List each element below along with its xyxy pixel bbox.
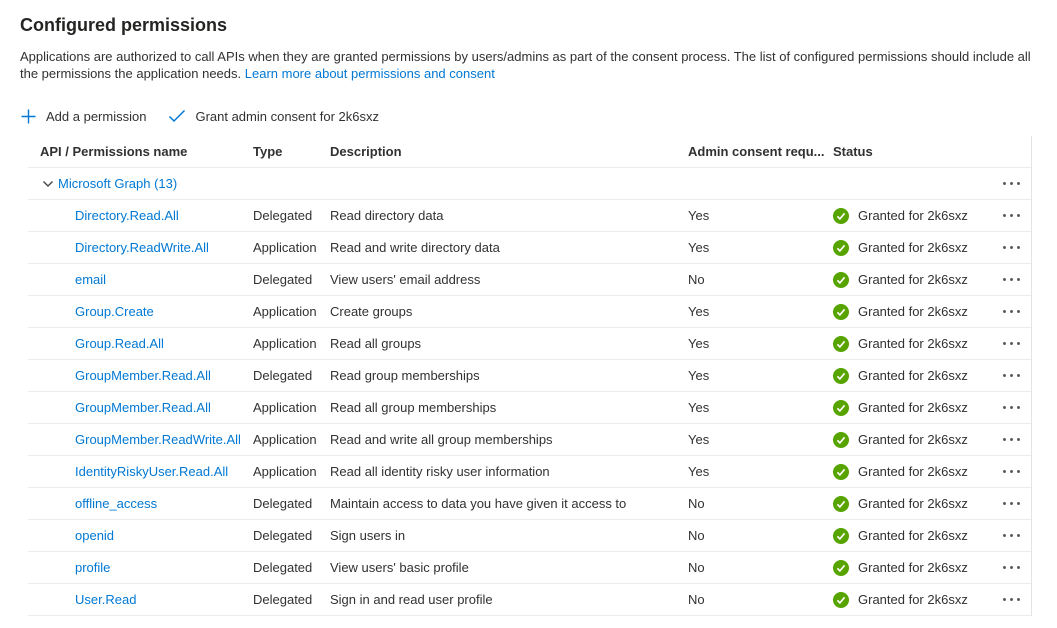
permission-description: Read and write all group memberships xyxy=(330,432,553,447)
permission-type: Application xyxy=(253,432,317,447)
permission-type: Application xyxy=(253,240,317,255)
admin-consent-required: Yes xyxy=(688,208,710,223)
permission-name-link[interactable]: GroupMember.ReadWrite.All xyxy=(75,432,241,447)
row-context-menu-button[interactable] xyxy=(999,272,1024,287)
ellipsis-icon xyxy=(1003,182,1020,185)
column-header-status: Status xyxy=(833,144,873,159)
permission-type: Application xyxy=(253,304,317,319)
granted-check-icon xyxy=(833,592,849,608)
status-badge xyxy=(828,592,991,608)
api-group-row xyxy=(28,168,1031,200)
ellipsis-icon xyxy=(1003,310,1020,313)
status-label: Granted for 2k6sxz xyxy=(858,304,968,319)
admin-consent-required: Yes xyxy=(688,240,710,255)
permission-description: Read and write directory data xyxy=(330,240,500,255)
status-badge xyxy=(828,464,991,480)
admin-consent-required: No xyxy=(688,528,705,543)
permission-type: Delegated xyxy=(253,528,313,543)
table-row xyxy=(28,296,1031,328)
permissions-table xyxy=(28,136,1032,616)
permission-type: Delegated xyxy=(253,368,313,383)
permission-description: Read all groups xyxy=(330,336,422,351)
status-badge xyxy=(828,208,991,224)
granted-check-icon xyxy=(833,336,849,352)
admin-consent-required: No xyxy=(688,496,705,511)
permission-name-link[interactable]: profile xyxy=(75,560,111,575)
grant-admin-consent-label: Grant admin consent for 2k6sxz xyxy=(195,108,379,124)
row-context-menu-button[interactable] xyxy=(999,528,1024,543)
row-context-menu-button[interactable] xyxy=(999,208,1024,223)
ellipsis-icon xyxy=(1003,406,1020,409)
permission-type: Application xyxy=(253,400,317,415)
status-label: Granted for 2k6sxz xyxy=(858,400,968,415)
admin-consent-required: Yes xyxy=(688,368,710,383)
status-badge xyxy=(828,272,991,288)
permission-name-link[interactable]: IdentityRiskyUser.Read.All xyxy=(75,464,229,479)
row-context-menu-button[interactable] xyxy=(999,432,1024,447)
description-text: Applications are authorized to call APIs when they are granted permissions by users/admins as part of the consent process. The list of configured permissions should include all the permissions the application needs. xyxy=(20,49,1031,81)
ellipsis-icon xyxy=(1003,374,1020,377)
permission-name-link[interactable]: GroupMember.Read.All xyxy=(75,368,211,383)
status-label: Granted for 2k6sxz xyxy=(858,336,968,351)
chevron-down-icon[interactable] xyxy=(41,177,55,191)
granted-check-icon xyxy=(833,432,849,448)
status-badge xyxy=(828,240,991,256)
row-context-menu-button[interactable] xyxy=(999,336,1024,351)
permission-name-link[interactable]: User.Read xyxy=(75,592,137,607)
plus-icon xyxy=(20,108,37,125)
status-label: Granted for 2k6sxz xyxy=(858,496,968,511)
page-title: Configured permissions xyxy=(20,15,228,35)
table-row xyxy=(28,232,1031,264)
ellipsis-icon xyxy=(1003,502,1020,505)
permission-type: Delegated xyxy=(253,496,313,511)
permission-name-link[interactable]: Group.Read.All xyxy=(75,336,164,351)
granted-check-icon xyxy=(833,304,849,320)
status-badge xyxy=(828,496,991,512)
status-badge xyxy=(828,528,991,544)
table-body xyxy=(28,200,1031,616)
ellipsis-icon xyxy=(1003,470,1020,473)
admin-consent-required: Yes xyxy=(688,464,710,479)
row-context-menu-button[interactable] xyxy=(999,304,1024,319)
status-badge xyxy=(828,432,991,448)
table-row xyxy=(28,456,1031,488)
permissions-toolbar xyxy=(20,100,1057,132)
status-label: Granted for 2k6sxz xyxy=(858,368,968,383)
row-context-menu-button[interactable] xyxy=(999,560,1024,575)
granted-check-icon xyxy=(833,528,849,544)
ellipsis-icon xyxy=(1003,214,1020,217)
permission-name-link[interactable]: openid xyxy=(75,528,115,543)
row-context-menu-button[interactable] xyxy=(999,464,1024,479)
row-context-menu-button[interactable] xyxy=(999,592,1024,607)
admin-consent-required: No xyxy=(688,272,705,287)
permission-name-link[interactable]: Directory.Read.All xyxy=(75,208,179,223)
permission-type: Delegated xyxy=(253,272,313,287)
permission-name-link[interactable]: email xyxy=(75,272,107,287)
permission-description: Read group memberships xyxy=(330,368,480,383)
ellipsis-icon xyxy=(1003,438,1020,441)
granted-check-icon xyxy=(833,208,849,224)
admin-consent-required: Yes xyxy=(688,336,710,351)
status-label: Granted for 2k6sxz xyxy=(858,464,968,479)
granted-check-icon xyxy=(833,400,849,416)
admin-consent-required: Yes xyxy=(688,304,710,319)
status-label: Granted for 2k6sxz xyxy=(858,208,968,223)
permission-description: Read all group memberships xyxy=(330,400,497,415)
permission-name-link[interactable]: GroupMember.Read.All xyxy=(75,400,211,415)
table-row xyxy=(28,552,1031,584)
column-header-api-permissions-name: API / Permissions name xyxy=(40,144,188,159)
permission-description: Create groups xyxy=(330,304,413,319)
permission-description: Read directory data xyxy=(330,208,444,223)
group-name-link[interactable]: Microsoft Graph (13) xyxy=(58,176,178,191)
admin-consent-required: Yes xyxy=(688,400,710,415)
table-row xyxy=(28,360,1031,392)
permission-type: Application xyxy=(253,336,317,351)
permission-name-link[interactable]: Directory.ReadWrite.All xyxy=(75,240,209,255)
status-badge xyxy=(828,304,991,320)
status-badge xyxy=(828,368,991,384)
ellipsis-icon xyxy=(1003,278,1020,281)
table-row xyxy=(28,584,1031,616)
status-label: Granted for 2k6sxz xyxy=(858,560,968,575)
table-row xyxy=(28,424,1031,456)
permission-type: Application xyxy=(253,464,317,479)
table-header-row xyxy=(28,136,1031,168)
status-badge xyxy=(828,336,991,352)
status-badge xyxy=(828,560,991,576)
status-label: Granted for 2k6sxz xyxy=(858,528,968,543)
column-header-type: Type xyxy=(253,144,283,159)
table-row xyxy=(28,520,1031,552)
column-header-description: Description xyxy=(330,144,402,159)
permission-description: View users' email address xyxy=(330,272,481,287)
permission-name-link[interactable]: offline_access xyxy=(75,496,158,511)
row-context-menu-button[interactable] xyxy=(999,496,1024,511)
status-badge xyxy=(828,400,991,416)
table-row xyxy=(28,200,1031,232)
permission-description: Sign in and read user profile xyxy=(330,592,493,607)
granted-check-icon xyxy=(833,464,849,480)
grant-admin-consent-button[interactable] xyxy=(168,109,379,124)
granted-check-icon xyxy=(833,560,849,576)
table-row xyxy=(28,392,1031,424)
permission-type: Delegated xyxy=(253,592,313,607)
ellipsis-icon xyxy=(1003,342,1020,345)
status-label: Granted for 2k6sxz xyxy=(858,240,968,255)
status-label: Granted for 2k6sxz xyxy=(858,432,968,447)
granted-check-icon xyxy=(833,368,849,384)
row-context-menu-button[interactable] xyxy=(999,400,1024,415)
admin-consent-required: Yes xyxy=(688,432,710,447)
table-row xyxy=(28,328,1031,360)
page-description xyxy=(20,48,1035,82)
add-permission-button[interactable] xyxy=(20,108,146,125)
permission-description: View users' basic profile xyxy=(330,560,469,575)
table-row xyxy=(28,488,1031,520)
row-context-menu-button[interactable] xyxy=(999,368,1024,383)
ellipsis-icon xyxy=(1003,534,1020,537)
ellipsis-icon xyxy=(1003,598,1020,601)
permission-description: Read all identity risky user information xyxy=(330,464,550,479)
row-context-menu-button[interactable] xyxy=(999,240,1024,255)
permission-description: Maintain access to data you have given it access to xyxy=(330,496,627,511)
add-permission-label: Add a permission xyxy=(46,108,147,124)
ellipsis-icon xyxy=(1003,566,1020,569)
learn-more-link[interactable]: Learn more about permissions and consent xyxy=(244,66,495,81)
status-label: Granted for 2k6sxz xyxy=(858,272,968,287)
permission-name-link[interactable]: Group.Create xyxy=(75,304,154,319)
granted-check-icon xyxy=(833,240,849,256)
admin-consent-required: No xyxy=(688,592,705,607)
check-icon xyxy=(168,109,186,123)
group-context-menu-button[interactable] xyxy=(999,176,1024,191)
permission-description: Sign users in xyxy=(330,528,406,543)
admin-consent-required: No xyxy=(688,560,705,575)
permission-type: Delegated xyxy=(253,208,313,223)
granted-check-icon xyxy=(833,272,849,288)
status-label: Granted for 2k6sxz xyxy=(858,592,968,607)
table-row xyxy=(28,264,1031,296)
permission-type: Delegated xyxy=(253,560,313,575)
column-header-admin-consent-required: Admin consent requ... xyxy=(688,144,825,159)
granted-check-icon xyxy=(833,496,849,512)
ellipsis-icon xyxy=(1003,246,1020,249)
